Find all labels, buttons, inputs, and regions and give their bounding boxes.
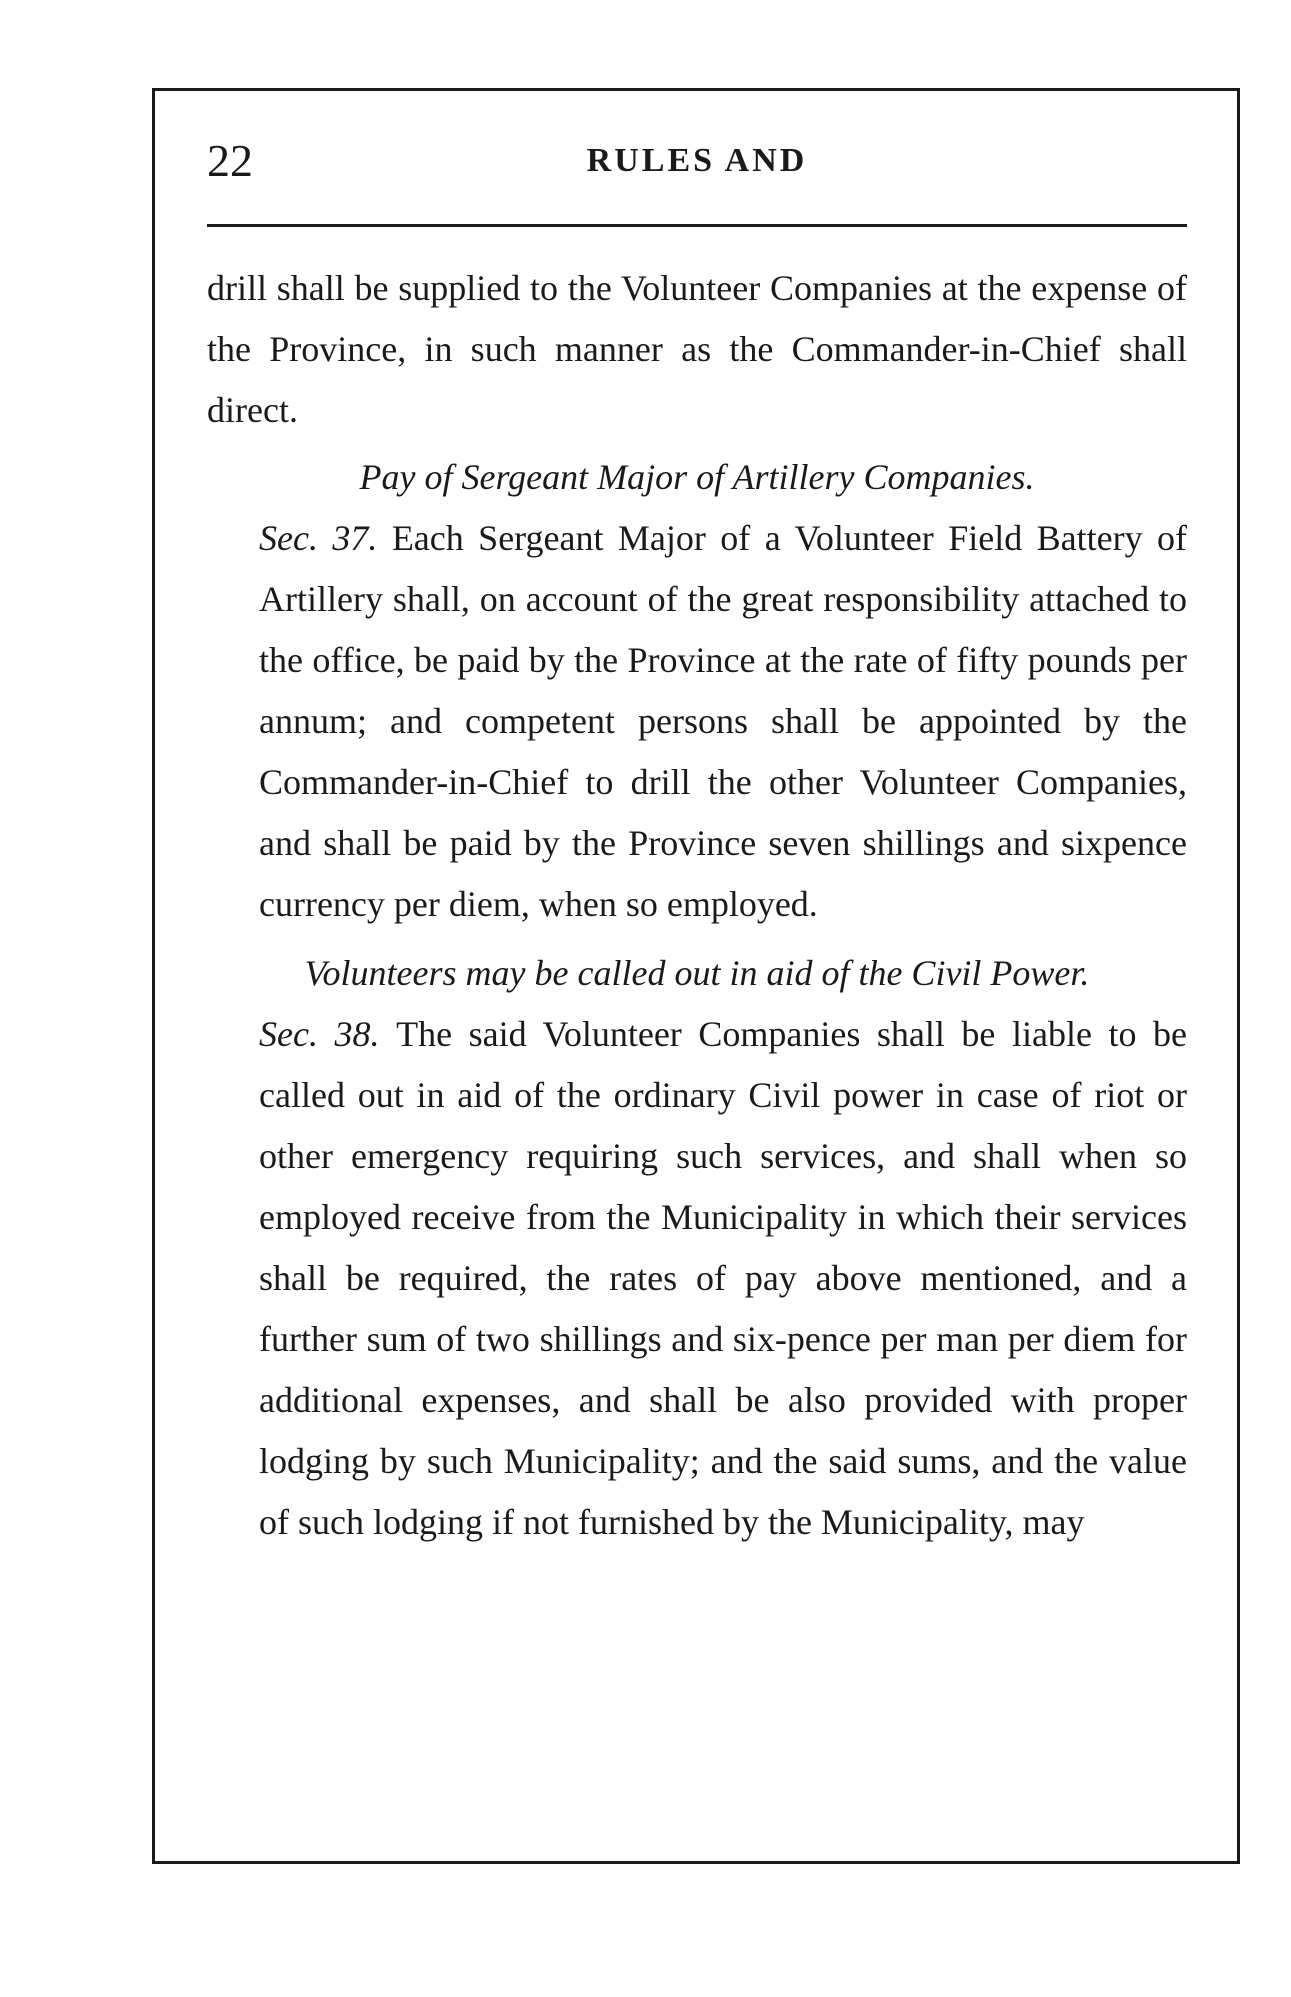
- header-rule: [207, 224, 1187, 227]
- page-header: [207, 131, 1187, 191]
- body-text: [207, 258, 1187, 1553]
- running-title: RULES AND: [586, 142, 808, 179]
- page-frame: [152, 88, 1240, 1864]
- section-38-label: Sec. 38.: [259, 1014, 380, 1054]
- intro-paragraph: drill shall be supplied to the Volunteer Companies at the expense of the Province, in such manner as the Commander-in-Chief shall direct.: [207, 268, 1187, 430]
- section-38-paragraph: [207, 1004, 1187, 1553]
- section-38-heading: Volunteers may be called out in aid of the Civil Power.: [304, 953, 1090, 993]
- page-number: 22: [207, 135, 253, 186]
- section-37-label: Sec. 37.: [259, 518, 378, 558]
- section-37-paragraph: [207, 508, 1187, 935]
- section-38-text: The said Volunteer Companies shall be liable to be called out in aid of the ordinary Civil power in case of riot or other emergency requiring such services, and shall when so employed receive from the Municipality in which their services shall be required, the rates of pay above mentioned, and a further sum of two shillings and six-pence per man per diem for additional expenses, and shall be also provided with proper lodging by such Municipality; and the said sums, and the value of such lodging if not furnished by the Municipality, may: [259, 1014, 1188, 1542]
- section-37-text: Each Sergeant Major of a Volunteer Field Battery of Artillery shall, on account of the great responsibility attached to the office, be paid by the Province at the rate of fifty pounds per annum; and competent persons shall be appointed by the Commander-in-Chief to drill the other Volunteer Companies, and shall be paid by the Province seven shillings and sixpence currency per diem, when so employed.: [259, 518, 1187, 924]
- section-37-heading: Pay of Sergeant Major of Artillery Companies.: [359, 457, 1035, 497]
